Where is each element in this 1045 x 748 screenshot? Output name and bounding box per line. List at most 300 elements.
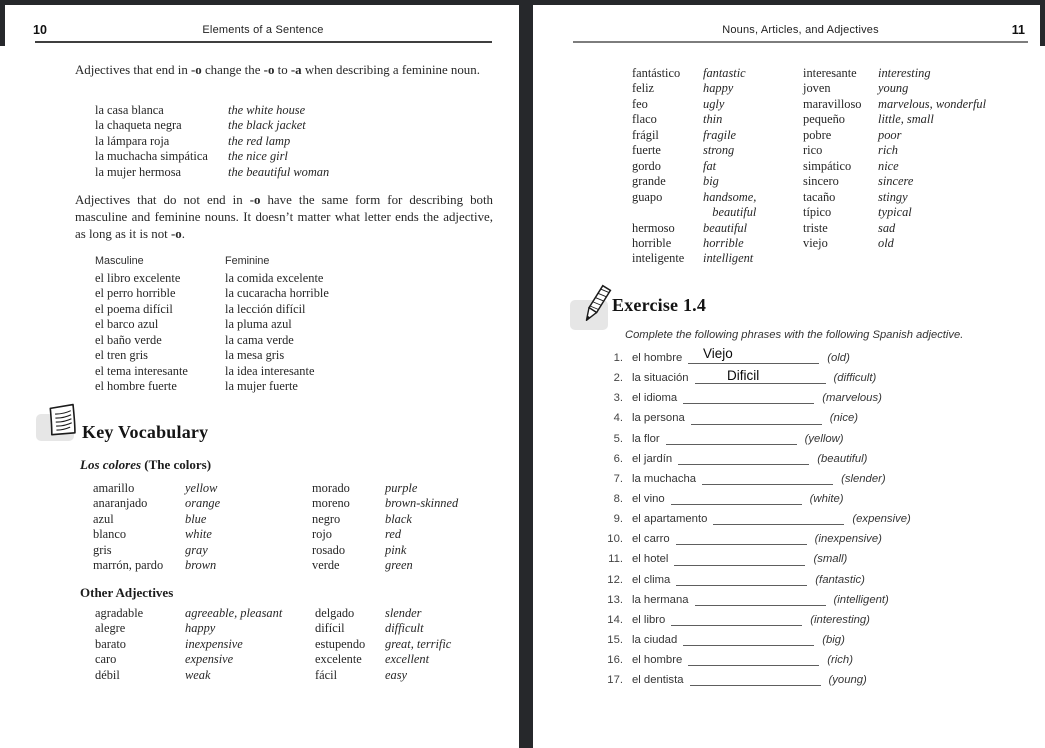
paragraph-text: to xyxy=(274,63,291,77)
spanish-term: blanco xyxy=(93,527,127,542)
spanish-term: amarillo xyxy=(93,481,135,495)
masculine-example: el tema interesante xyxy=(95,363,188,378)
masculine-example: el tren gris xyxy=(95,348,148,363)
spanish-term: rico xyxy=(803,143,823,158)
vocab-row xyxy=(312,543,507,558)
other-adjectives-list-left xyxy=(95,606,310,683)
spanish-term: marrón, pardo xyxy=(93,558,164,573)
spanish-term: alegre xyxy=(95,621,126,636)
colors-subheading-english: (The colors) xyxy=(141,457,212,472)
item-number: 16. xyxy=(607,654,623,667)
english-translation: great, terrific xyxy=(385,636,452,651)
english-translation: the red lamp xyxy=(228,133,291,148)
spanish-term: fuerte xyxy=(632,143,661,158)
english-translation: sincere xyxy=(878,174,914,189)
english-translation: marvelous, wonderful xyxy=(878,96,987,111)
exercise-item xyxy=(603,670,1033,690)
exercise-item xyxy=(603,630,1033,650)
english-translation: interesting xyxy=(878,66,931,80)
vocab-row xyxy=(312,496,507,511)
spanish-term: hermoso xyxy=(632,220,675,235)
english-translation: red xyxy=(385,527,402,542)
answer-blank[interactable] xyxy=(674,561,805,566)
english-translation: the black jacket xyxy=(228,118,306,133)
paragraph-text: . xyxy=(181,227,185,241)
english-translation: brown-skinned xyxy=(385,496,459,511)
vocab-row xyxy=(315,668,507,683)
page-edge-notch-right xyxy=(1040,0,1045,46)
spanish-term: frágil xyxy=(632,127,659,142)
item-hint: (expensive) xyxy=(852,513,911,526)
item-phrase: el jardín xyxy=(632,452,673,465)
item-number: 14. xyxy=(607,613,623,626)
answer-blank[interactable] xyxy=(691,420,822,425)
item-number: 2. xyxy=(613,372,623,385)
vocab-row xyxy=(803,97,1041,112)
vocab-row xyxy=(312,481,507,496)
spanish-term: típico xyxy=(803,205,832,220)
vocab-row xyxy=(95,134,495,149)
answer-blank[interactable] xyxy=(695,601,826,606)
answer-blank[interactable] xyxy=(676,581,807,586)
item-phrase: la muchacha xyxy=(632,472,697,485)
item-hint: (beautiful) xyxy=(817,452,868,465)
item-number: 8. xyxy=(613,492,623,505)
answer-blank[interactable] xyxy=(688,661,819,666)
vocab-row xyxy=(312,558,507,573)
answer-blank[interactable] xyxy=(671,500,802,505)
vocab-row xyxy=(632,81,802,96)
gender-table-row xyxy=(95,364,495,379)
english-translation: weak xyxy=(185,667,211,682)
running-head: Nouns, Articles, and Adjectives xyxy=(722,24,879,36)
item-phrase: el dentista xyxy=(632,674,684,687)
vocab-row xyxy=(95,103,495,118)
vocab-row xyxy=(95,637,310,652)
answer-blank[interactable] xyxy=(683,399,814,404)
paragraph-text: Adjectives that do not end in xyxy=(75,193,250,207)
item-number: 11. xyxy=(608,553,623,566)
gender-table-row xyxy=(95,379,495,394)
exercise-item xyxy=(603,549,1033,569)
spanish-term: rosado xyxy=(312,542,346,557)
paragraph-text: when describing a feminine noun. xyxy=(301,63,480,77)
item-number: 10. xyxy=(607,533,623,546)
left-page xyxy=(0,5,519,748)
spanish-term: grande xyxy=(632,174,666,189)
item-number: 6. xyxy=(613,452,623,465)
item-hint: (small) xyxy=(813,553,848,566)
item-hint: (old) xyxy=(827,352,850,364)
vocab-row xyxy=(312,512,507,527)
english-translation: sad xyxy=(878,220,896,235)
item-number: 3. xyxy=(613,392,623,405)
vocab-row xyxy=(632,205,802,220)
item-hint: (intelligent) xyxy=(833,593,889,606)
spanish-term: sincero xyxy=(803,174,839,189)
vocab-row xyxy=(803,159,1041,174)
english-translation: poor xyxy=(878,127,902,142)
exercise-item xyxy=(603,570,1033,590)
spanish-term: flaco xyxy=(632,112,657,127)
paragraph-text: change the xyxy=(201,63,264,77)
vocab-row xyxy=(803,66,1041,81)
spanish-term: estupendo xyxy=(315,636,366,651)
vocab-row xyxy=(95,652,310,667)
colors-subheading-spanish: Los colores xyxy=(80,457,142,472)
spanish-term: fantástico xyxy=(632,66,681,80)
feminine-example: la pluma azul xyxy=(225,317,292,332)
answer-blank[interactable] xyxy=(676,540,807,545)
item-hint: (slender) xyxy=(841,472,886,485)
english-translation: brown xyxy=(185,558,217,573)
exercise-item xyxy=(603,610,1033,630)
feminine-example: la mujer fuerte xyxy=(225,379,298,394)
vocab-row xyxy=(312,527,507,542)
spanish-term: barato xyxy=(95,636,126,651)
vocab-row xyxy=(632,236,802,251)
gender-table-row xyxy=(95,286,495,301)
english-translation: little, small xyxy=(878,112,934,127)
vocab-row xyxy=(93,527,305,542)
english-translation: nice xyxy=(878,158,899,173)
item-number: 7. xyxy=(613,472,623,485)
item-number: 17. xyxy=(607,674,623,687)
exercise-item-list xyxy=(603,348,1033,690)
english-translation: fragile xyxy=(703,127,737,142)
spanish-term: horrible xyxy=(632,235,672,250)
item-phrase: la persona xyxy=(632,412,685,425)
english-translation: intelligent xyxy=(703,251,754,266)
spanish-term: anaranjado xyxy=(93,496,148,511)
english-translation: slender xyxy=(385,606,422,620)
exercise-item xyxy=(603,388,1033,408)
exercise-title: Exercise 1.4 xyxy=(612,295,707,315)
english-translation: handsome, xyxy=(703,189,757,204)
spanish-term: gordo xyxy=(632,158,661,173)
bold-ending-a: -a xyxy=(290,63,302,77)
vocab-row xyxy=(93,481,305,496)
page-number: 10 xyxy=(33,23,47,37)
gender-table-row xyxy=(95,271,495,286)
exercise-instructions: Complete the following phrases with the following Spanish adjective. xyxy=(625,329,964,341)
adjective-list-left xyxy=(632,66,802,267)
spanish-term: pobre xyxy=(803,127,832,142)
vocab-row xyxy=(803,174,1041,189)
spanish-term: la chaqueta negra xyxy=(95,118,182,133)
vocab-row xyxy=(315,652,507,667)
page-edge-notch-left xyxy=(0,0,5,46)
feminine-example: la cucaracha horrible xyxy=(225,286,329,301)
item-phrase: la ciudad xyxy=(632,633,678,646)
exercise-item xyxy=(603,590,1033,610)
item-phrase: la hermana xyxy=(632,593,689,606)
masculine-example: el perro horrible xyxy=(95,286,176,301)
exercise-item xyxy=(603,469,1033,489)
exercise-item xyxy=(603,449,1033,469)
english-translation: typical xyxy=(878,205,912,220)
vocab-row xyxy=(93,543,305,558)
answer-blank[interactable] xyxy=(671,621,802,626)
english-translation: inexpensive xyxy=(185,636,243,651)
item-phrase: el hombre xyxy=(632,654,683,667)
spanish-term: la muchacha simpática xyxy=(95,149,208,164)
item-phrase: el apartamento xyxy=(632,513,708,526)
header-rule xyxy=(573,41,1028,43)
bold-ending-o: -o xyxy=(249,193,261,207)
bold-ending-o: -o xyxy=(170,227,182,241)
english-translation: pink xyxy=(385,542,407,557)
bold-ending-o: -o xyxy=(190,63,202,77)
answer-blank[interactable] xyxy=(702,480,833,485)
spanish-term: maravilloso xyxy=(803,96,862,111)
item-hint: (difficult) xyxy=(833,372,877,385)
answer-blank[interactable] xyxy=(690,681,821,686)
typed-answer-item-2[interactable]: Dificil xyxy=(727,368,760,383)
english-translation: fantastic xyxy=(703,66,746,80)
spanish-term: excelente xyxy=(315,652,362,667)
english-translation: green xyxy=(385,558,413,573)
vocab-row xyxy=(315,621,507,636)
masculine-example: el barco azul xyxy=(95,317,159,332)
english-translation: horrible xyxy=(703,235,744,250)
english-translation: black xyxy=(385,511,412,526)
vocab-row xyxy=(632,112,802,127)
feminine-example: la mesa gris xyxy=(225,348,285,363)
vocab-row xyxy=(803,221,1041,236)
answer-blank[interactable] xyxy=(666,440,797,445)
vocab-row xyxy=(315,637,507,652)
spanish-term: delgado xyxy=(315,606,355,620)
exercise-item xyxy=(603,509,1033,529)
feminine-example: la comida excelente xyxy=(225,271,324,285)
item-hint: (marvelous) xyxy=(822,392,882,405)
item-hint: (white) xyxy=(809,492,844,505)
spanish-term: guapo xyxy=(632,189,663,204)
english-translation: the beautiful woman xyxy=(228,164,330,179)
vocab-row xyxy=(803,128,1041,143)
item-phrase: el idioma xyxy=(632,392,678,405)
spanish-term: débil xyxy=(95,667,120,682)
exercise-item xyxy=(603,650,1033,670)
key-vocabulary-title: Key Vocabulary xyxy=(82,422,209,442)
paragraph-text: have the same form for describing both masculine and feminine nouns. It doesn’t matter what letter ends the adjective, as long as it is not xyxy=(75,193,493,241)
vocab-row xyxy=(803,81,1041,96)
pencil-icon xyxy=(577,282,615,328)
spanish-term: la lámpara roja xyxy=(95,133,170,148)
exercise-item xyxy=(603,429,1033,449)
english-translation: the white house xyxy=(228,103,306,117)
english-translation: white xyxy=(185,527,212,542)
right-page xyxy=(533,5,1045,748)
item-number: 12. xyxy=(607,573,623,586)
spanish-term: triste xyxy=(803,220,828,235)
item-number: 15. xyxy=(607,633,623,646)
vocab-row xyxy=(803,205,1041,220)
spanish-term: feliz xyxy=(632,81,655,96)
english-translation: happy xyxy=(703,81,734,96)
item-hint: (fantastic) xyxy=(815,573,865,586)
english-translation: easy xyxy=(385,667,408,682)
vocab-row xyxy=(803,143,1041,158)
spanish-term: viejo xyxy=(803,235,828,250)
vocab-row xyxy=(315,606,507,621)
other-adjectives-subheading: Other Adjectives xyxy=(80,585,174,600)
notepad-icon xyxy=(44,399,82,441)
spanish-term: feo xyxy=(632,96,648,111)
spanish-term: caro xyxy=(95,652,117,667)
answer-blank[interactable] xyxy=(683,641,814,646)
item-phrase: el carro xyxy=(632,533,670,546)
english-translation: difficult xyxy=(385,621,424,636)
spanish-term: pequeño xyxy=(803,112,845,127)
item-hint: (inexpensive) xyxy=(814,533,882,546)
masculine-example: el poema difícil xyxy=(95,301,173,316)
other-adjectives-list-right xyxy=(315,606,507,683)
item-number: 4. xyxy=(613,412,623,425)
masculine-example: el libro excelente xyxy=(95,271,181,285)
english-translation: expensive xyxy=(185,652,234,667)
english-translation: agreeable, pleasant xyxy=(185,606,283,620)
gender-table-row xyxy=(95,333,495,348)
gender-table-row xyxy=(95,348,495,363)
vocab-row xyxy=(93,512,305,527)
item-hint: (rich) xyxy=(827,654,853,667)
item-number: 9. xyxy=(613,513,623,526)
english-translation: thin xyxy=(703,112,723,127)
item-hint: (nice) xyxy=(829,412,859,425)
vocab-row xyxy=(95,149,495,164)
item-phrase: el vino xyxy=(632,492,665,505)
spanish-term: fácil xyxy=(315,667,338,682)
answer-blank[interactable] xyxy=(695,379,826,384)
spanish-term: morado xyxy=(312,481,350,495)
english-translation: excellent xyxy=(385,652,430,667)
spanish-term: rojo xyxy=(312,527,332,542)
english-translation: purple xyxy=(385,481,418,495)
vocab-row xyxy=(632,143,802,158)
vocab-row xyxy=(632,128,802,143)
spanish-term: verde xyxy=(312,558,340,573)
spanish-term: moreno xyxy=(312,496,350,511)
english-translation: old xyxy=(878,235,894,250)
vocab-row xyxy=(93,558,305,573)
spanish-term: negro xyxy=(312,511,341,526)
vocab-row xyxy=(95,165,495,180)
vocab-row xyxy=(95,621,310,636)
answer-blank[interactable] xyxy=(713,520,844,525)
spanish-term xyxy=(632,205,703,220)
item-hint: (young) xyxy=(828,674,867,687)
typed-answer-item-1[interactable]: Viejo xyxy=(703,346,733,361)
exercise-item xyxy=(603,529,1033,549)
english-translation: fat xyxy=(703,158,717,173)
spanish-term: gris xyxy=(93,542,112,557)
masculine-column-header: Masculine xyxy=(95,255,144,267)
vocab-row xyxy=(95,668,310,683)
english-translation: rich xyxy=(878,143,898,158)
answer-blank[interactable] xyxy=(678,460,809,465)
english-translation: strong xyxy=(703,143,735,158)
colors-subheading xyxy=(80,457,211,473)
item-hint: (interesting) xyxy=(810,613,870,626)
spanish-term: inteligente xyxy=(632,251,685,266)
vocab-row xyxy=(632,190,802,205)
item-phrase: el hotel xyxy=(632,553,669,566)
vocab-row xyxy=(632,251,802,266)
feminine-example: la lección difícil xyxy=(225,301,306,316)
spanish-term: simpático xyxy=(803,158,852,173)
vocab-row xyxy=(632,66,802,81)
spanish-term: difícil xyxy=(315,621,345,636)
vocab-row xyxy=(632,174,802,189)
english-translation: gray xyxy=(185,542,208,557)
english-translation: yellow xyxy=(185,481,218,495)
feminine-column-header: Feminine xyxy=(225,255,270,267)
spanish-term: la mujer hermosa xyxy=(95,164,182,179)
page-number: 11 xyxy=(1011,23,1025,37)
exercise-item xyxy=(603,408,1033,428)
vocab-row xyxy=(803,236,1041,251)
item-phrase: el libro xyxy=(632,613,666,626)
spanish-term: agradable xyxy=(95,606,144,620)
item-phrase: el hombre xyxy=(632,352,683,364)
vocab-row xyxy=(93,496,305,511)
spanish-term: azul xyxy=(93,511,114,526)
english-translation: young xyxy=(878,81,909,96)
english-translation: ugly xyxy=(703,96,725,111)
gender-table-row xyxy=(95,317,495,332)
english-translation: beautiful xyxy=(703,205,757,220)
feminine-example: la cama verde xyxy=(225,332,294,347)
exercise-item xyxy=(603,489,1033,509)
exercise-item xyxy=(603,348,1033,368)
vocab-row xyxy=(632,97,802,112)
colors-list-left xyxy=(93,481,305,574)
feminine-example: la idea interesante xyxy=(225,363,315,378)
bold-ending-o: -o xyxy=(263,63,275,77)
paragraph-text: Adjectives that end in xyxy=(75,63,191,77)
gender-table xyxy=(95,271,495,395)
feminine-example-list xyxy=(95,103,495,180)
item-number: 13. xyxy=(607,593,623,606)
english-translation: orange xyxy=(185,496,221,511)
header-rule xyxy=(35,41,492,43)
gender-table-header xyxy=(95,255,495,267)
intro-paragraph-2 xyxy=(75,192,493,243)
masculine-example: el baño verde xyxy=(95,332,162,347)
vocab-row xyxy=(632,159,802,174)
item-phrase: el clima xyxy=(632,573,671,586)
adjective-list-right xyxy=(803,66,1041,251)
vocab-row xyxy=(632,221,802,236)
item-phrase: la situación xyxy=(632,372,689,385)
gender-table-row xyxy=(95,302,495,317)
masculine-example: el hombre fuerte xyxy=(95,379,177,394)
vocab-row xyxy=(803,190,1041,205)
exercise-item xyxy=(603,368,1033,388)
spanish-term: interesante xyxy=(803,66,857,80)
english-translation: blue xyxy=(185,511,207,526)
english-translation: beautiful xyxy=(703,220,748,235)
item-phrase: la flor xyxy=(632,432,660,445)
english-translation: the nice girl xyxy=(228,149,288,164)
english-translation: stingy xyxy=(878,189,908,204)
english-translation: happy xyxy=(185,621,216,636)
spanish-term: joven xyxy=(803,81,831,96)
vocab-row xyxy=(95,118,495,133)
item-hint: (big) xyxy=(822,633,845,646)
